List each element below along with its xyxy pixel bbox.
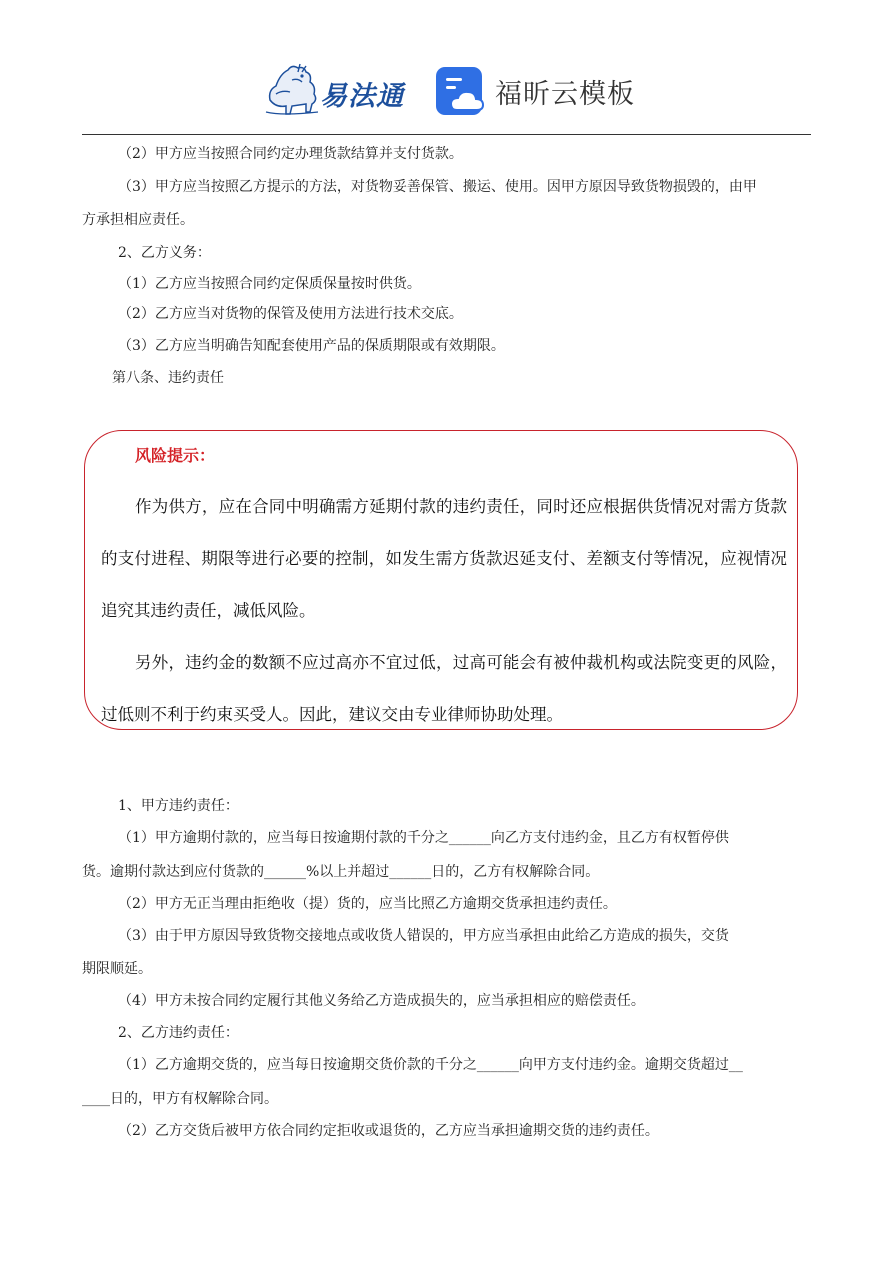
header-divider <box>82 134 811 135</box>
section-heading: 第八条、违约责任 <box>112 370 224 386</box>
paragraph: 1、甲方违约责任： <box>118 798 239 814</box>
paragraph: 2、乙方违约责任： <box>118 1025 239 1041</box>
foxit-template-logo <box>435 66 645 118</box>
paragraph: （2）乙方交货后被甲方依合同约定拒收或退货的，乙方应当承担逾期交货的违约责任。 <box>118 1123 659 1139</box>
paragraph: （1）乙方应当按照合同约定保质保量按时供货。 <box>118 276 421 292</box>
qilin-icon <box>262 60 324 120</box>
paragraph: （2）甲方应当按照合同约定办理货款结算并支付货款。 <box>118 146 463 162</box>
risk-tip-body <box>101 481 787 741</box>
paragraph: 期限顺延。 <box>82 961 152 977</box>
paragraph: （2）甲方无正当理由拒绝收（提）货的，应当比照乙方逾期交货承担违约责任。 <box>118 896 617 912</box>
paragraph: （1）甲方逾期付款的，应当每日按逾期付款的千分之______向乙方支付违约金，且乙方有权暂停供 <box>118 830 729 846</box>
paragraph: （3）由于甲方原因导致货物交接地点或收货人错误的，甲方应当承担由此给乙方造成的损失，交货 <box>118 928 729 944</box>
logo2-text: 福昕云模板 <box>495 79 635 110</box>
risk-tip-title: 风险提示： <box>135 446 216 465</box>
yifatong-logo <box>262 60 412 120</box>
page-header <box>0 0 893 136</box>
paragraph: （4）甲方未按合同约定履行其他义务给乙方造成损失的，应当承担相应的赔偿责任。 <box>118 993 645 1009</box>
risk-tip-paragraph: 另外，违约金的数额不应过高亦不宜过低，过高可能会有被仲裁机构或法院变更的风险，过低则不利于约束买受人。因此，建议交由专业律师协助处理。 <box>101 653 787 724</box>
risk-tip-paragraph: 作为供方，应在合同中明确需方延期付款的违约责任，同时还应根据供货情况对需方货款的支付进程、期限等进行必要的控制，如发生需方货款迟延支付、差额支付等情况，应视情况追究其违约责任，减低风险。 <box>101 497 787 620</box>
logo1-text: 易法通 <box>320 81 404 112</box>
risk-tip-box <box>84 430 798 730</box>
paragraph: ____日的，甲方有权解除合同。 <box>82 1091 278 1107</box>
paragraph: 方承担相应责任。 <box>82 212 194 228</box>
paragraph: （3）乙方应当明确告知配套使用产品的保质期限或有效期限。 <box>118 338 505 354</box>
paragraph: （1）乙方逾期交货的，应当每日按逾期交货价款的千分之______向甲方支付违约金。逾期交货超过__ <box>118 1057 743 1073</box>
paragraph: （2）乙方应当对货物的保管及使用方法进行技术交底。 <box>118 306 463 322</box>
paragraph: （3）甲方应当按照乙方提示的方法，对货物妥善保管、搬运、使用。因甲方原因导致货物损毁的，由甲 <box>118 179 757 195</box>
paragraph: 2、乙方义务： <box>118 245 211 261</box>
cloud-document-icon <box>435 66 487 118</box>
paragraph: 货。逾期付款达到应付货款的______%以上并超过______日的，乙方有权解除合同。 <box>82 864 600 880</box>
